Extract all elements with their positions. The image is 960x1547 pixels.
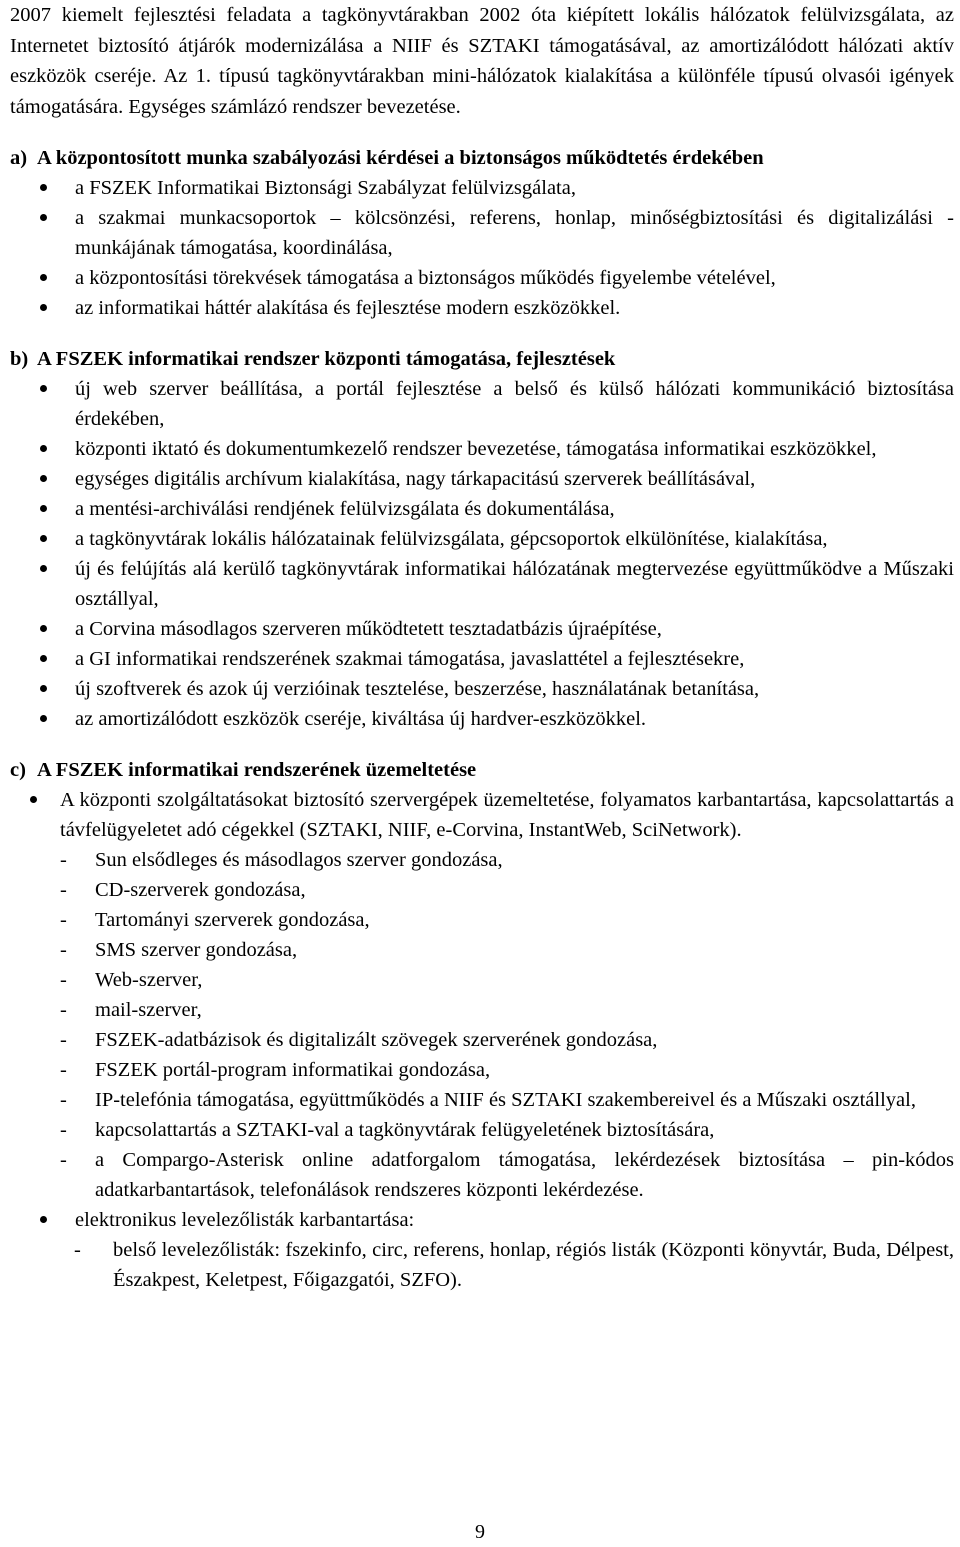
list-item-text: egységes digitális archívum kialakítása, nagy tárkapacitású szerverek beállításával,: [75, 468, 756, 490]
sub-list-item-text: Web-szerver,: [95, 969, 203, 991]
section-b-list: [10, 374, 954, 734]
bullet-icon: [10, 614, 75, 644]
list-item-text: új és felújítás alá kerülő tagkönyvtárak informatikai hálózatának megtervezése együttműködve a Műszaki osztállyal,: [75, 558, 954, 610]
sub-list-item-text: CD-szerverek gondozása,: [95, 879, 306, 901]
list-item: [10, 203, 954, 263]
sub-list-item-text: mail-szerver,: [95, 999, 202, 1021]
bullet-icon: [10, 644, 75, 674]
section-a-title: A központosított munka szabályozási kérdései a biztonságos működtetés érdekében: [37, 147, 764, 169]
sub-list-item: [10, 965, 954, 995]
section-c-sublist: [10, 845, 954, 1205]
bullet-icon: [10, 263, 75, 293]
sub-list-item: [10, 1085, 954, 1115]
list-item-text: a Corvina másodlagos szerveren működtetett tesztadatbázis újraépítése,: [75, 618, 662, 640]
bullet-icon: [10, 494, 75, 524]
sub-list-item: [10, 1145, 954, 1205]
dash-marker: -: [74, 1239, 81, 1261]
bullet-icon: [10, 374, 75, 404]
section-b-heading: [10, 344, 954, 374]
dash-marker: -: [60, 1029, 67, 1051]
bullet-icon: [10, 173, 75, 203]
list-item: [10, 293, 954, 323]
section-c-heading: [10, 755, 954, 785]
section-a-heading: [10, 143, 954, 173]
sub-list-item-text: IP-telefónia támogatása, együttműködés a NIIF és SZTAKI szakembereivel és a Műszaki osztállyal,: [95, 1089, 916, 1111]
list-item-text: elektronikus levelezőlisták karbantartása:: [75, 1209, 415, 1231]
sub-list-item: [10, 905, 954, 935]
list-item-text: új web szerver beállítása, a portál fejlesztése a belső és külső hálózati kommunikáció biztosítása érdekében,: [75, 378, 954, 430]
dash-marker: -: [60, 969, 67, 991]
list-item: [10, 1205, 954, 1235]
section-a-list: [10, 173, 954, 323]
bullet-icon: [10, 674, 75, 704]
sub-list-item: [10, 1235, 954, 1295]
bullet-icon: [10, 785, 60, 815]
list-item-text: az amortizálódott eszközök cseréje, kiváltása új hardver-eszközökkel.: [75, 708, 647, 730]
list-item-text: a mentési-archiválási rendjének felülvizsgálata és dokumentálása,: [75, 498, 615, 520]
list-item-text: a tagkönyvtárak lokális hálózatainak felülvizsgálata, gépcsoportok elkülönítése, kialakítása,: [75, 528, 828, 550]
bullet-icon: [10, 524, 75, 554]
sub-list-item: [10, 995, 954, 1025]
list-item: [10, 263, 954, 293]
list-item: [10, 554, 954, 614]
intro-paragraph: 2007 kiemelt fejlesztési feladata a tagkönyvtárakban 2002 óta kiépített lokális hálózatok felülvizsgálata, az Internetet biztosító átjárók modernizálása a NIIF és SZTAKI támogatásával, az amortizálódott hálózati aktív eszközök cseréje. Az 1. típusú tagkönyvtárakban mini-hálózatok kialakítása a különféle típusú olvasói igények támogatására. Egységes számlázó rendszer bevezetése.: [10, 4, 954, 118]
bullet-icon: [10, 464, 75, 494]
section-c-list-2: [10, 1205, 954, 1235]
bullet-icon: [10, 1205, 75, 1235]
sub-list-item: [10, 1055, 954, 1085]
list-item: [10, 674, 954, 704]
list-item: [10, 464, 954, 494]
sub-list-item: [10, 845, 954, 875]
list-item: [10, 644, 954, 674]
list-item-text: a szakmai munkacsoportok – kölcsönzési, referens, honlap, minőségbiztosítási és digitalizálási - munkájának támogatása, koordinálása,: [75, 207, 954, 259]
section-b-label: b): [10, 348, 29, 370]
list-item-text: a GI informatikai rendszerének szakmai támogatása, javaslattétel a fejlesztésekre,: [75, 648, 745, 670]
sub-list-item-text: a Compargo-Asterisk online adatforgalom támogatása, lekérdezések biztosítása – pin-kódos adatkarbantartások, telefonálások rendszeres központi lekérdezése.: [95, 1149, 954, 1201]
section-a-label: a): [10, 147, 28, 169]
dash-marker: -: [60, 1149, 67, 1171]
section-c-list: [10, 785, 954, 845]
dash-marker: -: [60, 909, 67, 931]
list-item: [10, 374, 954, 434]
sub-list-item-text: kapcsolattartás a SZTAKI-val a tagkönyvtárak felügyeletének biztosítására,: [95, 1119, 715, 1141]
dash-marker: -: [60, 879, 67, 901]
section-c-label: c): [10, 759, 26, 781]
list-item-text: az informatikai háttér alakítása és fejlesztése modern eszközökkel.: [75, 297, 621, 319]
list-item: [10, 173, 954, 203]
bullet-icon: [10, 434, 75, 464]
list-item-text: a FSZEK Informatikai Biztonsági Szabályzat felülvizsgálata,: [75, 177, 576, 199]
bullet-icon: [10, 293, 75, 323]
sub-list-item-text: Sun elsődleges és másodlagos szerver gondozása,: [95, 849, 503, 871]
dash-marker: -: [60, 1089, 67, 1111]
bullet-icon: [10, 554, 75, 584]
list-item-text: új szoftverek és azok új verzióinak tesztelése, beszerzése, használatának betanítása,: [75, 678, 760, 700]
list-item-text: a központosítási törekvések támogatása a biztonságos működés figyelembe vételével,: [75, 267, 776, 289]
section-c-title: A FSZEK informatikai rendszerének üzemeltetése: [37, 759, 477, 781]
list-item: [10, 704, 954, 734]
page-content: [10, 0, 954, 1295]
sub-list-item-text: Tartományi szerverek gondozása,: [95, 909, 370, 931]
list-item-text: A központi szolgáltatásokat biztosító szervergépek üzemeltetése, folyamatos karbantartása, kapcsolattartás a távfelügyeletet adó cégekkel (SZTAKI, NIIF, e-Corvina, InstantWeb, SciNetwork).: [60, 789, 954, 841]
sub-list-item-text: belső levelezőlisták: fszekinfo, circ, referens, honlap, régiós listák (Központi könyvtár, Buda, Délpest, Északpest, Keletpest, Főigazgatói, SZFO).: [113, 1239, 954, 1291]
list-item: [10, 494, 954, 524]
page-number: 9: [475, 1521, 485, 1543]
dash-marker: -: [60, 1119, 67, 1141]
list-item: [10, 785, 954, 845]
list-item: [10, 524, 954, 554]
sub-list-item-text: FSZEK-adatbázisok és digitalizált szövegek szerverének gondozása,: [95, 1029, 658, 1051]
sub-list-item: [10, 935, 954, 965]
bullet-icon: [10, 203, 75, 233]
sub-list-item-text: FSZEK portál-program informatikai gondozása,: [95, 1059, 491, 1081]
list-item: [10, 614, 954, 644]
dash-marker: -: [60, 939, 67, 961]
dash-marker: -: [60, 849, 67, 871]
list-item: [10, 434, 954, 464]
dash-marker: -: [60, 999, 67, 1021]
dash-marker: -: [60, 1059, 67, 1081]
section-b-title: A FSZEK informatikai rendszer központi támogatása, fejlesztések: [37, 348, 616, 370]
sub-list-item: [10, 1025, 954, 1055]
list-item-text: központi iktató és dokumentumkezelő rendszer bevezetése, támogatása informatikai eszközökkel,: [75, 438, 877, 460]
sub-list-item: [10, 875, 954, 905]
sub-list-item-text: SMS szerver gondozása,: [95, 939, 298, 961]
bullet-icon: [10, 704, 75, 734]
sub-list-item: [10, 1115, 954, 1145]
